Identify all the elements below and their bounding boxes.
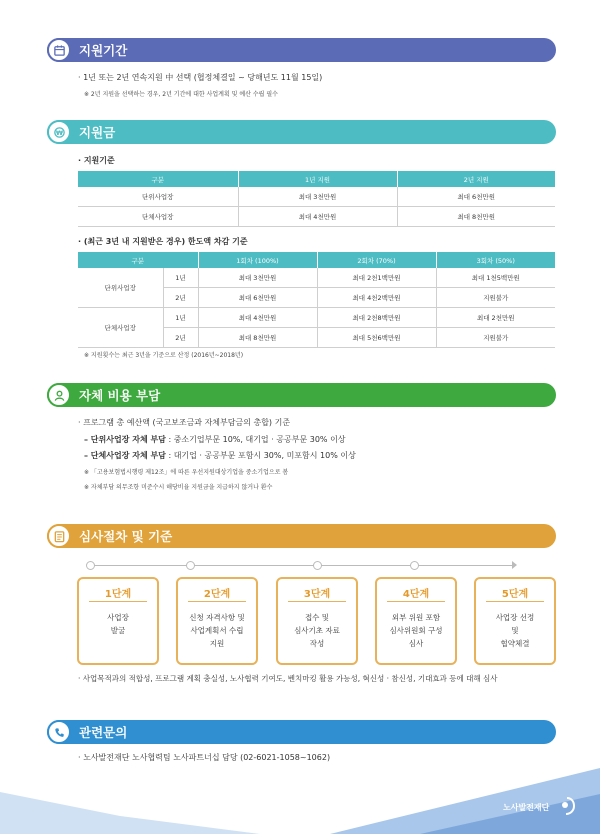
table-cell: 최대 3천만원 — [238, 187, 397, 207]
step-label: 1단계 — [104, 589, 132, 600]
table-header: 3회차 (50%) — [436, 252, 555, 268]
step-desc: 사업장 발굴 — [107, 613, 129, 635]
step-label: 3단계 — [303, 589, 331, 600]
table-header: 2회차 (70%) — [317, 252, 436, 268]
section-title: 심사절차 및 기준 — [79, 529, 173, 544]
process-arrow-icon — [512, 561, 517, 569]
footer-org-name: 노사발전재단 — [503, 803, 550, 812]
svg-text:₩: ₩ — [55, 128, 63, 137]
table-cell: 최대 4천2백만원 — [317, 288, 436, 308]
section-title: 지원금 — [79, 125, 116, 140]
table-cell: 최대 5천6백만원 — [317, 328, 436, 348]
section-title: 관련문의 — [79, 725, 128, 740]
step-desc: 접수 및 심사기초 자료 작성 — [294, 613, 340, 648]
section-title: 지원기간 — [79, 43, 128, 58]
review-criteria-text: · 사업목적과의 적합성, 프로그램 계획 충실성, 노사협력 기여도, 벤치마킹 활용 가능성, 혁신성 · 참신성, 기대효과 등에 대해 심사 — [78, 674, 498, 683]
step-label: 5단계 — [501, 589, 529, 600]
step-divider — [288, 601, 346, 602]
table-cell: 단체사업장 — [78, 308, 163, 348]
table-cell: 최대 3천만원 — [198, 268, 317, 288]
deduction-table — [78, 252, 555, 348]
table-cell: 최대 4천만원 — [238, 207, 397, 227]
table-cell: 2년 — [163, 328, 198, 348]
unit-cost-label: – 단위사업장 자체 부담 — [84, 435, 166, 444]
deduction-subtitle: · (최근 3년 내 지원받은 경우) 한도액 차감 기준 — [78, 237, 248, 246]
step-divider — [89, 601, 147, 602]
table-cell: 지원불가 — [436, 288, 555, 308]
step-divider — [486, 601, 544, 602]
unit-cost-value: : 중소기업부문 10%, 대기업 · 공공부문 30% 이상 — [165, 435, 346, 444]
checklist-icon — [47, 524, 71, 548]
unit-cost-share — [84, 434, 346, 445]
funding-note: ※ 지원횟수는 최근 3년을 기준으로 산정 (2016년~2018년) — [84, 352, 244, 359]
period-text: · 1년 또는 2년 연속지원 中 선택 (협정체결일 ~ 당해년도 11월 15일) — [78, 73, 323, 82]
table-cell: 지원불가 — [436, 328, 555, 348]
table-row — [78, 187, 555, 207]
table-cell: 최대 8천만원 — [397, 207, 555, 227]
step-desc: 외부 위원 포함 심사위원회 구성 심사 — [389, 613, 443, 648]
step-divider — [387, 601, 445, 602]
table-row — [78, 308, 555, 328]
step-divider — [188, 601, 246, 602]
table-cell: 최대 6천만원 — [198, 288, 317, 308]
step-desc: 신청 자격사항 및 사업계획서 수립 지원 — [189, 613, 245, 648]
step-1 — [77, 577, 159, 665]
step-label: 4단계 — [402, 589, 430, 600]
foundation-logo-icon — [558, 796, 576, 816]
table-cell: 단체사업장 — [78, 207, 238, 227]
table-header: 구분 — [78, 171, 238, 187]
process-dot — [313, 561, 322, 570]
footer-wave — [0, 764, 600, 834]
group-cost-value: : 대기업 · 공공부문 포함시 30%, 미포함시 10% 이상 — [165, 451, 356, 460]
table-cell: 2년 — [163, 288, 198, 308]
phone-icon — [47, 720, 71, 744]
table-cell: 최대 4천만원 — [198, 308, 317, 328]
table-cell: 최대 2천8백만원 — [317, 308, 436, 328]
cost-share-text: · 프로그램 총 예산액 (국고보조금과 자체부담금의 총합) 기준 — [78, 418, 291, 427]
section-bar-contact — [47, 720, 556, 744]
table-cell: 최대 2천만원 — [436, 308, 555, 328]
table-header: 구분 — [78, 252, 198, 268]
process-dot — [86, 561, 95, 570]
person-icon — [47, 383, 71, 407]
table-cell: 1년 — [163, 308, 198, 328]
support-table — [78, 171, 555, 227]
table-header: 1회차 (100%) — [198, 252, 317, 268]
process-line — [88, 565, 514, 566]
group-cost-label: – 단체사업장 자체 부담 — [84, 451, 166, 460]
table-cell: 단위사업장 — [78, 268, 163, 308]
table-header: 2년 지원 — [397, 171, 555, 187]
table-cell: 최대 1천5백만원 — [436, 268, 555, 288]
step-3 — [276, 577, 358, 665]
calendar-icon — [47, 38, 71, 62]
process-dot — [186, 561, 195, 570]
table-cell: 단위사업장 — [78, 187, 238, 207]
period-note: ※ 2년 지원을 선택하는 경우, 2년 기간에 대한 사업계획 및 예산 수립 필수 — [84, 91, 278, 98]
step-desc: 사업장 선정 및 협약체결 — [495, 613, 535, 648]
step-label: 2단계 — [203, 589, 231, 600]
criteria-subtitle: · 지원기준 — [78, 156, 115, 165]
step-2 — [176, 577, 258, 665]
section-bar-funding — [47, 120, 556, 144]
table-cell: 최대 2천1백만원 — [317, 268, 436, 288]
section-bar-period — [47, 38, 556, 62]
table-row — [78, 268, 555, 288]
table-cell: 최대 8천만원 — [198, 328, 317, 348]
section-title: 자체 비용 부담 — [79, 388, 161, 403]
section-bar-cost-share — [47, 383, 556, 407]
table-cell: 1년 — [163, 268, 198, 288]
table-row — [78, 207, 555, 227]
cost-note-1: ※ 「고용보험법시행령 제12조」에 따른 우선지원대상기업을 중소기업으로 봄 — [84, 469, 289, 476]
coin-icon — [47, 120, 71, 144]
step-5 — [474, 577, 556, 665]
section-bar-review — [47, 524, 556, 548]
group-cost-share — [84, 450, 356, 461]
table-header: 1년 지원 — [238, 171, 397, 187]
cost-note-2: ※ 자체부담 의무조항 미준수시 해당비율 지원금을 지급하지 않거나 환수 — [84, 484, 273, 491]
contact-text: · 노사발전재단 노사협력팀 노사파트너십 담당 (02-6021-1058~1062) — [78, 753, 331, 762]
step-4 — [375, 577, 457, 665]
table-cell: 최대 6천만원 — [397, 187, 555, 207]
process-dot — [410, 561, 419, 570]
